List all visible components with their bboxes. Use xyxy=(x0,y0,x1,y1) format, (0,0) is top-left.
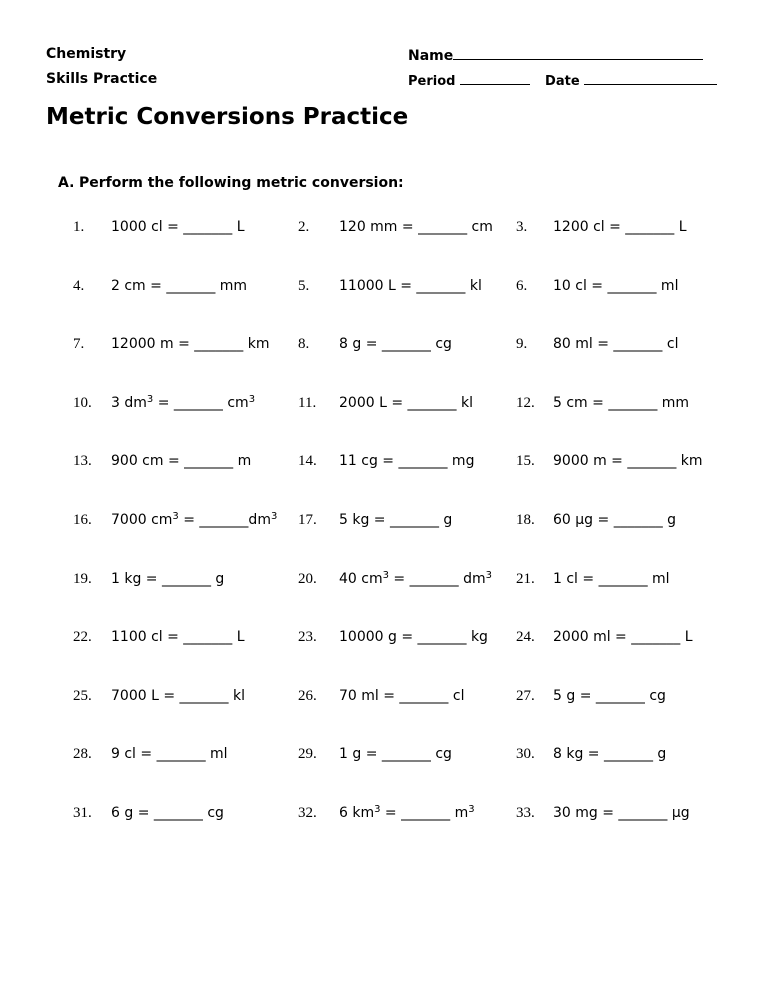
problem-number: 6. xyxy=(516,277,528,294)
problem-text[interactable]: 8 kg = _______ g xyxy=(553,746,667,763)
problem-text[interactable]: 40 $cm^3$ = _______ $dm^3$ xyxy=(339,569,492,587)
problem-text[interactable]: 2000 L = _______ kl xyxy=(339,394,473,411)
problem-number: 15. xyxy=(516,453,535,470)
problem-text[interactable]: 11 cg = _______ mg xyxy=(339,453,475,470)
problem-number: 12. xyxy=(516,394,535,411)
date-label: Date xyxy=(545,74,580,89)
problem-text[interactable]: 5 g = _______ cg xyxy=(553,687,666,704)
problem-text[interactable]: 2 cm = _______ mm xyxy=(111,277,248,294)
problem-text[interactable]: 70 ml = _______ cl xyxy=(339,687,465,704)
problem-text[interactable]: 120 mm = _______ cm xyxy=(339,219,493,235)
problem-number: 31. xyxy=(73,805,92,821)
problem-number: 21. xyxy=(516,570,535,587)
section-letter: A. xyxy=(58,175,75,191)
name-label: Name xyxy=(408,48,454,64)
problem-text[interactable]: 3 $dm^3$ = _______ $cm^3$ xyxy=(111,393,256,411)
page-title: Metric Conversions Practice xyxy=(46,104,409,130)
course-name: Chemistry xyxy=(46,46,127,62)
problem-number: 16. xyxy=(73,512,92,528)
problem-number: 23. xyxy=(298,629,317,646)
problem-number: 33. xyxy=(516,805,535,821)
problem-number: 8. xyxy=(298,336,310,353)
problem-number: 27. xyxy=(516,687,535,704)
problem-text[interactable]: 60 µg = _______ g xyxy=(553,512,677,528)
problem-text[interactable]: 30 mg = _______ µg xyxy=(553,805,690,821)
problem-text[interactable]: 1000 cl = _______ L xyxy=(111,219,245,235)
problem-text[interactable]: 7000 L = _______ kl xyxy=(111,687,245,704)
problem-number: 17. xyxy=(298,512,317,528)
problem-number: 24. xyxy=(516,629,535,646)
problem-text[interactable]: 6 g = _______ cg xyxy=(111,805,224,821)
problem-number: 1. xyxy=(73,219,85,235)
problem-number: 7. xyxy=(73,336,85,353)
problem-number: 28. xyxy=(73,746,92,763)
problem-text[interactable]: 9 cl = _______ ml xyxy=(111,746,228,763)
problem-text[interactable]: 1 kg = _______ g xyxy=(111,570,225,587)
problem-text[interactable]: 5 cm = _______ mm xyxy=(553,394,690,411)
problem-number: 4. xyxy=(73,277,85,294)
problem-number: 32. xyxy=(298,805,317,821)
problem-text[interactable]: 6 $km^3$ = _______ $m^3$ xyxy=(339,804,475,821)
problem-text[interactable]: 11000 L = _______ kl xyxy=(339,277,482,294)
problem-number: 20. xyxy=(298,570,317,587)
period-label: Period xyxy=(408,74,456,89)
problem-number: 19. xyxy=(73,570,92,587)
course-subtitle: Skills Practice xyxy=(46,71,158,87)
problem-text[interactable]: 8 g = _______ cg xyxy=(339,336,452,353)
problem-number: 26. xyxy=(298,687,317,704)
problem-text[interactable]: 1 cl = _______ ml xyxy=(553,570,670,587)
problem-number: 25. xyxy=(73,687,92,704)
problem-text[interactable]: 1 g = _______ cg xyxy=(339,746,452,763)
problem-number: 3. xyxy=(516,219,528,235)
problem-number: 22. xyxy=(73,629,92,646)
problem-text[interactable]: 1200 cl = _______ L xyxy=(553,219,687,235)
problem-text[interactable]: 12000 m = _______ km xyxy=(111,336,270,353)
problem-number: 13. xyxy=(73,453,92,470)
problem-text[interactable]: 1100 cl = _______ L xyxy=(111,629,245,646)
problem-text[interactable]: 5 kg = _______ g xyxy=(339,512,453,528)
problem-number: 5. xyxy=(298,277,310,294)
problem-number: 30. xyxy=(516,746,535,763)
problem-text[interactable]: 80 ml = _______ cl xyxy=(553,336,679,353)
section-instruction: Perform the following metric conversion: xyxy=(79,175,404,191)
problem-text[interactable]: 7000 $cm^3$ = $\_\_\_\_\_\_\_dm^3$ xyxy=(111,511,278,528)
problem-number: 9. xyxy=(516,336,528,353)
problem-text[interactable]: 10000 g = _______ kg xyxy=(339,629,488,646)
problem-text[interactable]: 2000 ml = _______ L xyxy=(553,629,693,646)
problem-text[interactable]: 10 cl = _______ ml xyxy=(553,277,679,294)
problem-number: 10. xyxy=(73,394,92,411)
problem-number: 29. xyxy=(298,746,317,763)
problem-text[interactable]: 9000 m = _______ km xyxy=(553,453,703,470)
problem-number: 2. xyxy=(298,219,310,235)
problem-number: 14. xyxy=(298,453,317,470)
problem-text[interactable]: 900 cm = _______ m xyxy=(111,453,252,470)
problem-number: 18. xyxy=(516,512,535,528)
problem-number: 11. xyxy=(298,394,317,411)
